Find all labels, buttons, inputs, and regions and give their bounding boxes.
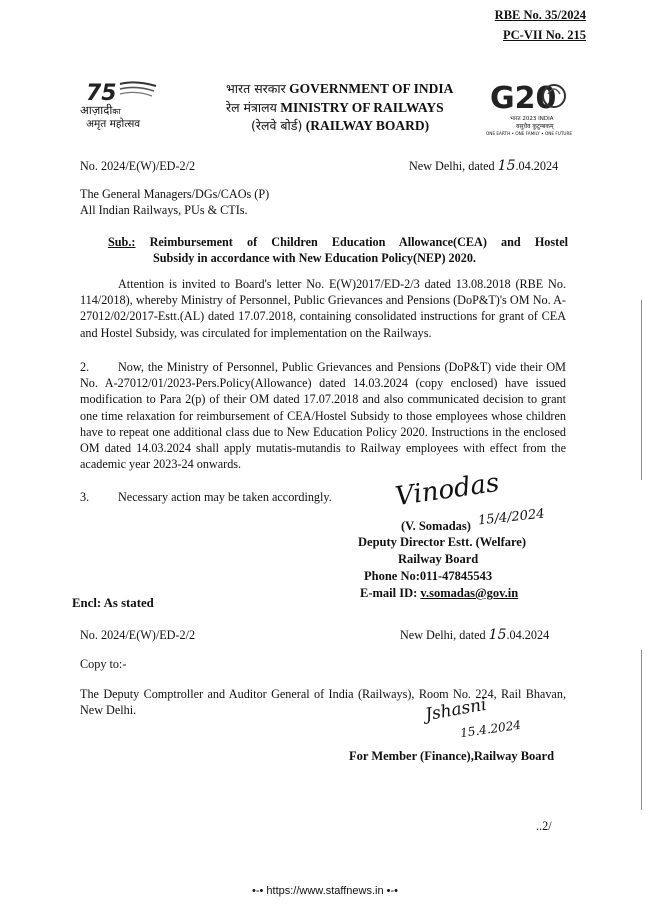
copy-to-label: Copy to:- [80, 657, 127, 671]
paragraph-3-number: 3. [80, 490, 90, 504]
header-line-board: (रेलवे बोर्ड) (RAILWAY BOARD) [251, 118, 430, 133]
g20-line1: भारत 2023 INDIA [510, 116, 554, 122]
g20-emblem-icon [490, 78, 570, 112]
copy-signature-scribble: Jshasni [423, 694, 489, 726]
azadi-logo-line1: आज़ादीका [80, 103, 121, 117]
copy-signature-date: 15.4.2024 [459, 717, 522, 741]
signatory-name: (V. Somadas) [401, 519, 471, 533]
letter-number: No. 2024/E(W)/ED-2/2 [80, 159, 196, 173]
email-link[interactable]: v.somadas@gov.in [420, 586, 519, 600]
addressee-line1: The General Managers/DGs/CAOs (P) [80, 187, 270, 201]
azadi-ka-amrit-mahotsav-logo [80, 76, 160, 132]
header-line-ministry: रेल मंत्रालय MINISTRY OF RAILWAYS [226, 100, 444, 115]
paragraph-3: Necessary action may be taken accordingly. [118, 490, 332, 504]
subject-line2: Subsidy in accordance with New Education Policy(NEP) 2020. [153, 251, 476, 265]
paragraph-2: Now, the Ministry of Personnel, Public Grievances and Pensions (DoP&T) vide their OM No. A-27012/01/2023-Pers.Policy(Allowance) dated 14.03.2024 (copy enclosed) have issued modification to Para 2(p) of their OM dated 17.07.2018 and also communicated decision to grant one time relaxation for reimbursement of CEA/Hostel Subsidy to those employees whose children have to repeat one additional class due to New Education Policy 2020. Instructions in the enclosed OM dated 14.03.2024 shall apply mutatis-mutandis to Railway employees with effect from the academic year 2023-24 onwards. [80, 360, 566, 472]
addressee-line2: All Indian Railways, PUs & CTIs. [80, 203, 248, 217]
g20-logo-text: G20 [490, 81, 557, 112]
logo-numeral: 75 [86, 81, 117, 106]
scan-edge-line [641, 300, 642, 480]
copy-letter-date: New Delhi, dated 15.04.2024 [400, 627, 550, 643]
for-member-finance: For Member (Finance),Railway Board [349, 749, 555, 763]
signature-scribble: Vinodas [393, 467, 502, 513]
signatory-phone: Phone No:011-47845543 [364, 569, 493, 583]
pc-number: PC-VII No. 215 [503, 28, 586, 42]
g20-line2: वसुधैव कुटुम्बकम् [516, 123, 554, 130]
signature-date: 15/4/2024 [477, 506, 546, 529]
paragraph-2-number: 2. [80, 360, 90, 374]
signatory-office: Railway Board [398, 552, 479, 566]
letter-date: New Delhi, dated 15.04.2024 [409, 158, 559, 174]
subject-line1: Sub.: Reimbursement of Children Education Allowance(CEA) and Hostel [108, 235, 568, 249]
azadi-logo-line2: अमृत महोत्सव [86, 118, 141, 130]
paragraph-1: Attention is invited to Board's letter No. E(W)2017/ED-2/3 dated 13.08.2018 (RBE No. 114/2018), whereby Ministry of Personnel, Public Grievances and Pensions (DoP&T)'s OM No. A-27012/02/2017-Estt.(AL) dated 17.07.2018, containing consolidated instructions for grant of CEA and Hostel Subsidy, was circulated for implementation on the Railways. [80, 277, 566, 340]
g20-line3: ONE EARTH • ONE FAMILY • ONE FUTURE [486, 131, 573, 136]
g20-logo [486, 78, 573, 138]
page-continuation-marker: ..2/ [536, 819, 552, 833]
footer-url[interactable]: •-• https://www.staffnews.in •-• [251, 885, 399, 897]
copy-recipient: The Deputy Comptroller and Auditor General of India (Railways), Room No. 224, Rail Bhavan, New Delhi. [80, 687, 566, 718]
header-line-government: भारत सरकार GOVERNMENT OF INDIA [226, 81, 454, 96]
enclosure-note: Encl: As stated [72, 596, 154, 610]
rbe-number: RBE No. 35/2024 [494, 8, 586, 22]
signatory-designation: Deputy Director Estt. (Welfare) [358, 535, 527, 549]
copy-letter-number: No. 2024/E(W)/ED-2/2 [80, 628, 196, 642]
signatory-email-row: E-mail ID: v.somadas@gov.in [360, 586, 519, 600]
scan-edge-line-lower [641, 650, 642, 810]
